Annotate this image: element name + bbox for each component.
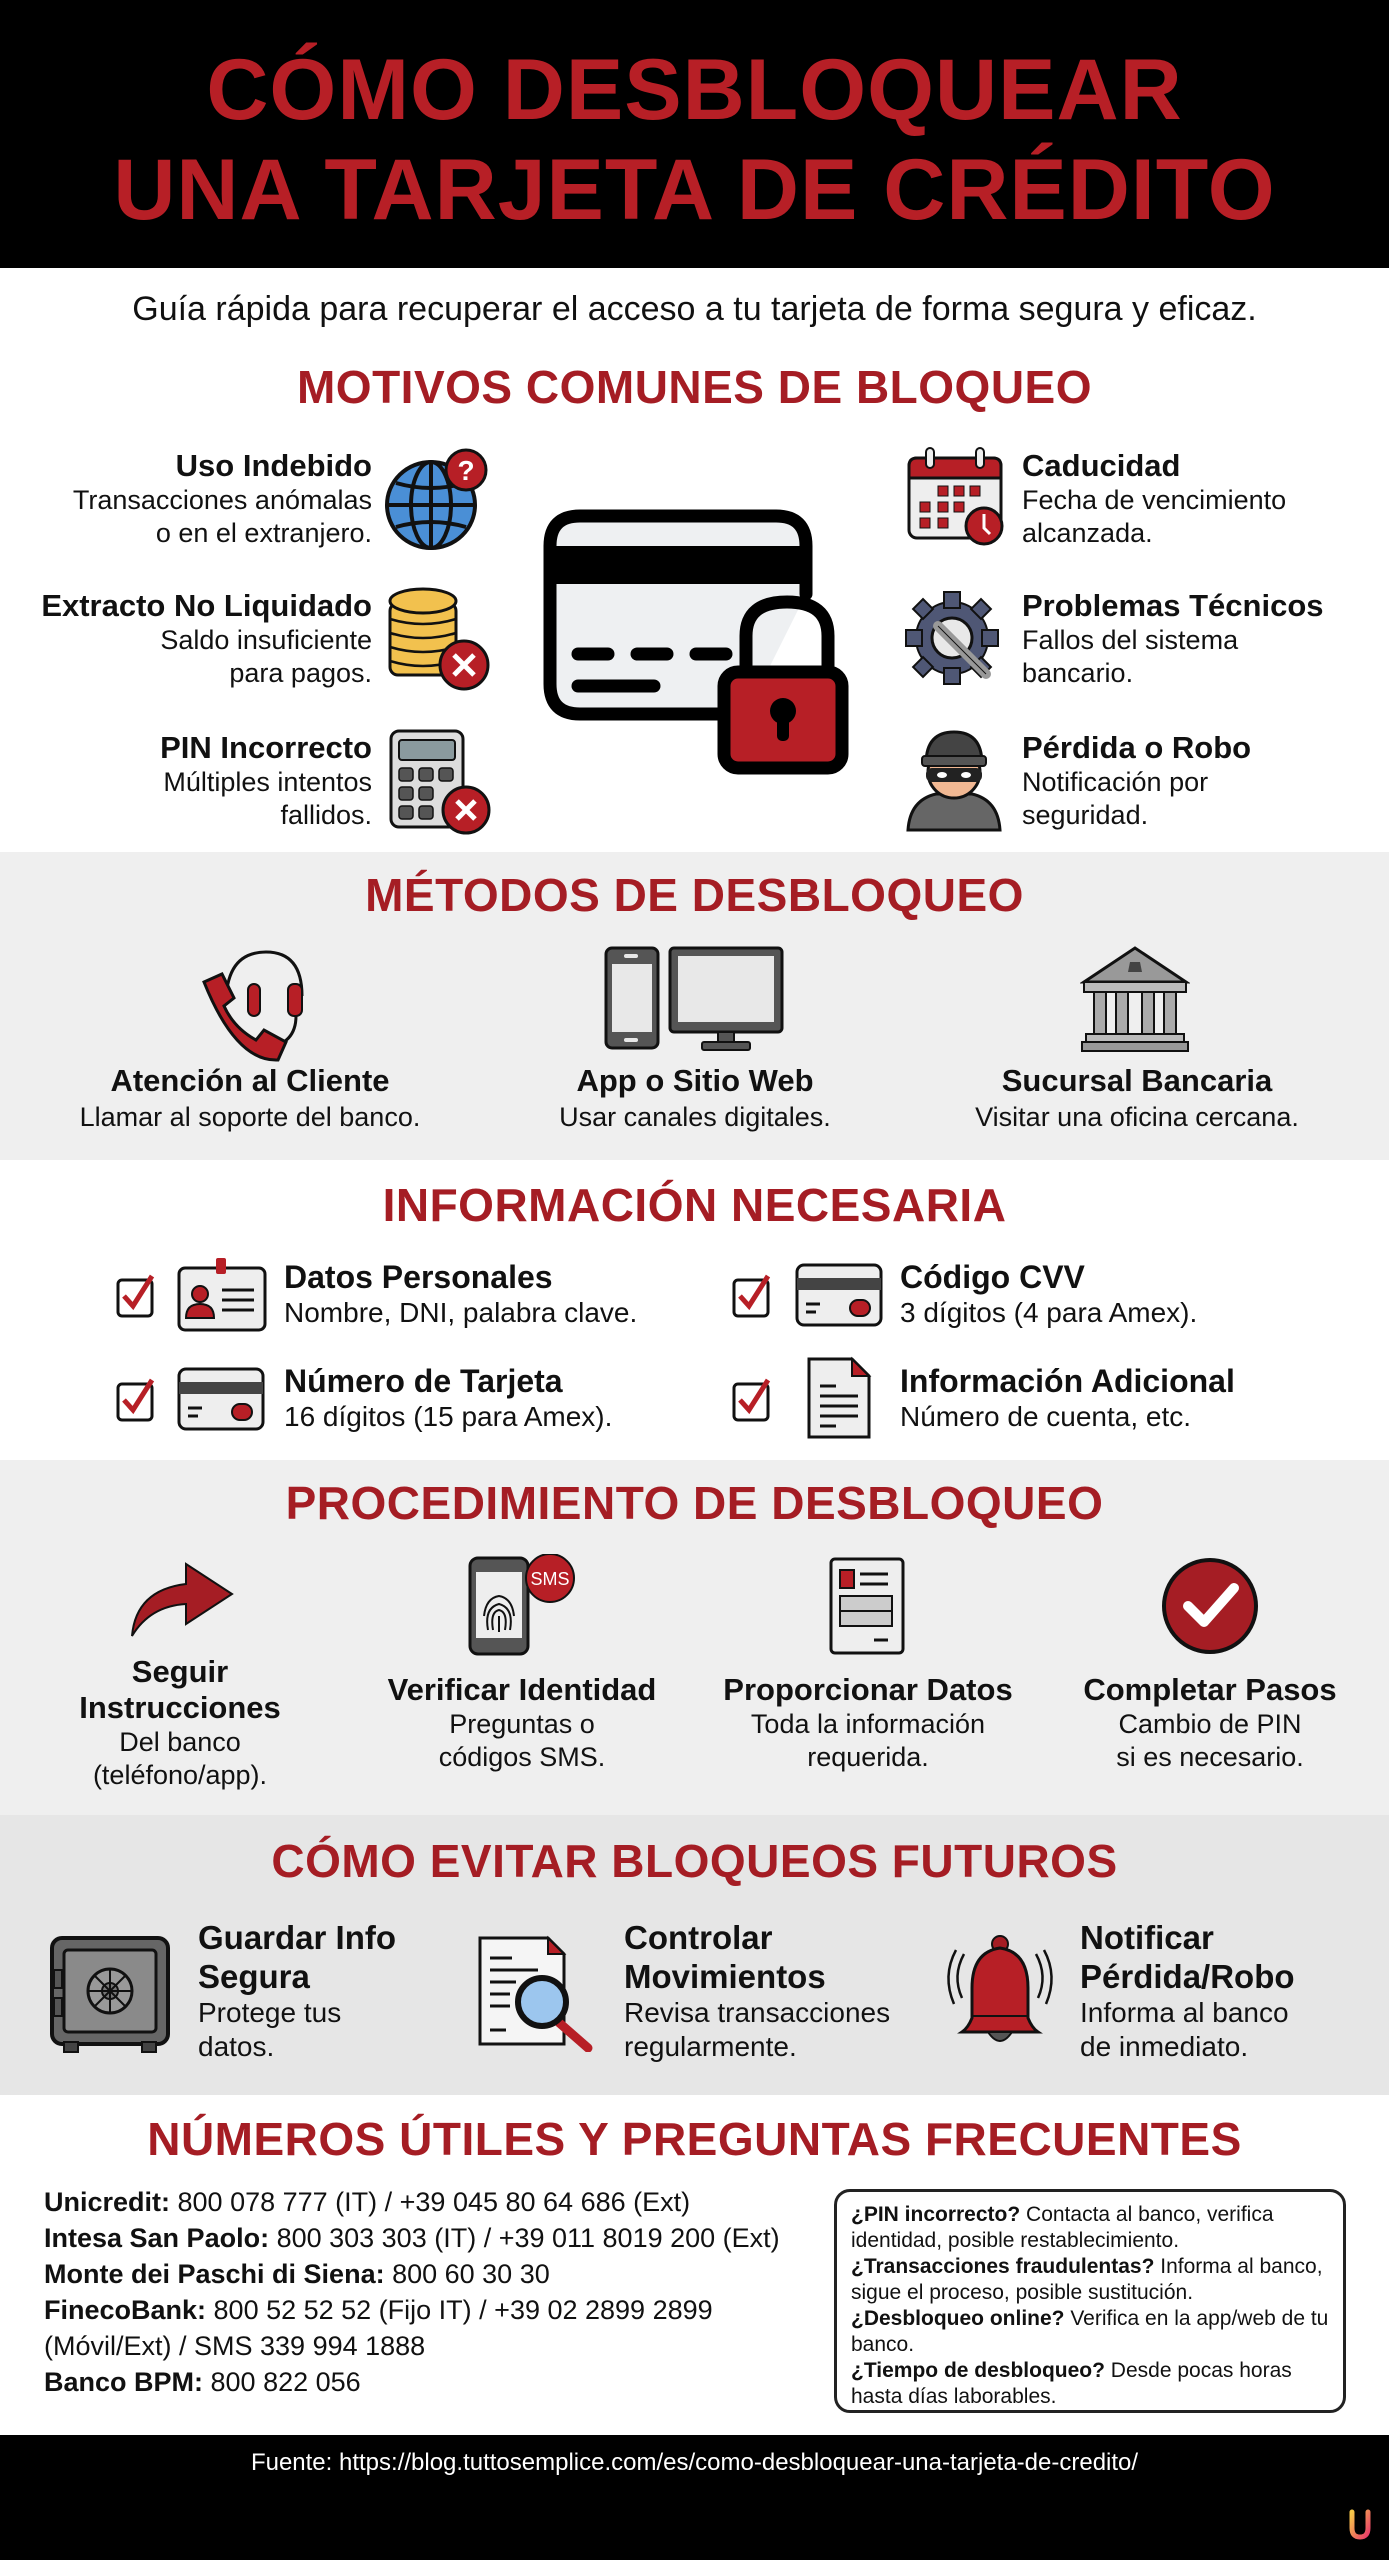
paso-title: Verificar Identidad [387, 1672, 657, 1707]
phone-row-bpm [44, 2364, 824, 2400]
motivo-title: Caducidad [1022, 448, 1181, 483]
phone-headset-icon [196, 944, 306, 1064]
evitar-controlar-movimientos [624, 1918, 890, 2064]
paso-proporcionar-datos [708, 1672, 1028, 1774]
gear-wrench-icon [904, 588, 1004, 688]
phone-number[interactable]: 800 52 52 52 (Fijo IT) / +39 02 2899 2899 (Móvil/Ext) / SMS 339 994 1888 [44, 2295, 713, 2361]
section-title-procedimiento: PROCEDIMIENTO DE DESBLOQUEO [285, 1477, 1104, 1529]
info-title: Código CVV [900, 1259, 1085, 1295]
evitar-desc: Protege tus [198, 1997, 342, 2028]
motivo-uso-indebido [0, 448, 372, 550]
header-banner [0, 0, 1389, 268]
info-desc: 3 dígitos (4 para Amex). [900, 1297, 1198, 1328]
bank-name: Intesa San Paolo: [44, 2223, 270, 2253]
section-title-informacion: INFORMACIÓN NECESARIA [382, 1179, 1007, 1231]
id-badge-icon [176, 1256, 268, 1332]
thief-icon [906, 728, 1002, 832]
section-title-numeros: NÚMEROS ÚTILES Y PREGUNTAS FRECUENTES [147, 2113, 1242, 2165]
phone-number[interactable]: 800 303 303 (IT) / +39 011 8019 200 (Ext) [269, 2223, 780, 2253]
evitar-desc: datos. [198, 2031, 275, 2062]
metodo-atencion-cliente [30, 1062, 470, 1134]
motivo-pin [0, 730, 372, 832]
evitar-title: Controlar [624, 1919, 773, 1956]
bank-name: FinecoBank: [44, 2295, 207, 2325]
motivo-desc: Saldo insuficiente [160, 625, 372, 655]
evitar-notificar-perdida [1080, 1918, 1295, 2064]
motivo-desc: Transacciones anómalas [72, 485, 372, 515]
sms-badge: SMS [530, 1569, 570, 1589]
metodo-title: App o Sitio Web [576, 1063, 814, 1098]
checkbox-checked-icon [116, 1272, 158, 1318]
bank-building-icon [1080, 944, 1190, 1054]
motivo-title: PIN Incorrecto [160, 730, 372, 765]
page-title-line1: CÓMO DESBLOQUEAR [206, 42, 1183, 138]
card-icon [176, 1366, 266, 1432]
phone-monitor-icon [602, 944, 788, 1054]
info-title: Número de Tarjeta [284, 1363, 563, 1399]
motivo-problemas-tecnicos [1022, 588, 1389, 690]
faq-item [851, 2306, 1329, 2358]
globe-question-icon [384, 448, 494, 553]
checkbox-checked-icon [732, 1376, 774, 1422]
faq-item [851, 2254, 1329, 2306]
source-link[interactable]: Fuente: https://blog.tuttosemplice.com/es/como-desbloquear-una-tarjeta-de-credito/ [250, 2449, 1139, 2476]
evitar-title: Notificar [1080, 1919, 1214, 1956]
info-numero-tarjeta [284, 1362, 612, 1434]
check-circle-icon [1160, 1556, 1260, 1656]
motivo-desc: Fecha de vencimiento [1022, 485, 1287, 515]
page-title-line2: UNA TARJETA DE CRÉDITO [113, 142, 1276, 238]
paso-title: Instrucciones [79, 1690, 281, 1725]
phone-row-intesa [44, 2220, 824, 2256]
section-title-evitar: CÓMO EVITAR BLOQUEOS FUTUROS [271, 1835, 1118, 1887]
svg-text:?: ? [457, 455, 475, 486]
section-title-motivos: MOTIVOS COMUNES DE BLOQUEO [296, 361, 1093, 413]
faq-question: ¿Tiempo de desbloqueo? [851, 2359, 1105, 2382]
metodo-desc: Llamar al soporte del banco. [79, 1102, 421, 1132]
document-icon [806, 1356, 872, 1440]
info-adicional [900, 1362, 1235, 1434]
motivo-desc: seguridad. [1022, 800, 1149, 830]
phone-fingerprint-sms-icon [466, 1554, 582, 1658]
info-desc: 16 dígitos (15 para Amex). [284, 1401, 613, 1432]
faq-item [851, 2202, 1329, 2254]
metodo-title: Sucursal Bancaria [1001, 1063, 1273, 1098]
paso-title: Seguir [131, 1654, 229, 1689]
paso-seguir-instrucciones [20, 1654, 340, 1792]
motivo-title: Extracto No Liquidado [41, 588, 372, 623]
arrow-forward-icon [128, 1560, 238, 1640]
footer [0, 2435, 1389, 2560]
phone-row-fineco [44, 2292, 784, 2364]
paso-verificar-identidad [362, 1672, 682, 1774]
evitar-desc: Revisa transacciones [624, 1997, 891, 2028]
document-magnifier-icon [476, 1934, 600, 2052]
faq-question: ¿Transacciones fraudulentas? [851, 2255, 1155, 2278]
faq-box [834, 2189, 1346, 2413]
evitar-title: Movimientos [624, 1958, 826, 1995]
form-document-icon [828, 1556, 906, 1656]
bank-name: Banco BPM: [44, 2367, 204, 2397]
motivo-perdida-robo [1022, 730, 1389, 832]
evitar-desc: Informa al banco [1080, 1997, 1289, 2028]
paso-desc: requerida. [807, 1742, 929, 1772]
evitar-title: Pérdida/Robo [1080, 1958, 1295, 1995]
evitar-desc: regularmente. [624, 2031, 797, 2062]
motivo-desc: bancario. [1022, 658, 1134, 688]
info-title: Datos Personales [284, 1259, 553, 1295]
phone-number[interactable]: 800 60 30 30 [384, 2259, 550, 2289]
faq-answer: Informa al banco, sigue el proceso, posible sustitución. [851, 2255, 1323, 2304]
motivo-title: Pérdida o Robo [1022, 730, 1252, 765]
motivo-caducidad [1022, 448, 1389, 550]
motivo-desc: para pagos. [229, 658, 372, 688]
metodo-app-web [475, 1062, 915, 1134]
calendar-clock-icon [906, 446, 1006, 546]
faq-answer: Verifica en la app/web de tu banco. [851, 2307, 1329, 2356]
faq-answer: Desde pocas horas hasta días laborables. [851, 2359, 1292, 2408]
paso-desc: (teléfono/app). [92, 1760, 268, 1790]
locked-card-icon [540, 506, 850, 776]
motivo-title: Uso Indebido [175, 448, 372, 483]
faq-item [851, 2358, 1329, 2410]
bank-name: Monte dei Paschi di Siena: [44, 2259, 385, 2289]
phone-row-unicredit [44, 2184, 824, 2220]
motivo-desc: fallidos. [280, 800, 372, 830]
brand-logo-icon [1349, 2508, 1371, 2540]
paso-desc: si es necesario. [1116, 1742, 1304, 1772]
metodo-desc: Usar canales digitales. [559, 1102, 831, 1132]
bank-name: Unicredit: [44, 2187, 171, 2217]
paso-desc: Preguntas o [449, 1709, 595, 1739]
metodo-sucursal [917, 1062, 1357, 1134]
paso-desc: Del banco [119, 1727, 241, 1757]
alarm-bell-icon [938, 1932, 1062, 2056]
phone-list [44, 2184, 824, 2400]
section-title-metodos: MÉTODOS DE DESBLOQUEO [365, 869, 1024, 921]
info-datos-personales [284, 1258, 637, 1330]
info-codigo-cvv [900, 1258, 1197, 1330]
paso-desc: Cambio de PIN [1118, 1709, 1302, 1739]
checkbox-checked-icon [732, 1272, 774, 1318]
subtitle: Guía rápida para recuperar el acceso a tu tarjeta de forma segura y eficaz. [132, 290, 1257, 328]
motivo-desc: Fallos del sistema [1022, 625, 1239, 655]
motivo-desc: o en el extranjero. [155, 518, 372, 548]
phone-number[interactable]: 800 822 056 [203, 2367, 361, 2397]
calculator-x-icon [388, 728, 492, 836]
info-title: Información Adicional [900, 1363, 1235, 1399]
motivo-title: Problemas Técnicos [1022, 588, 1324, 623]
faq-answer: Contacta al banco, verifica identidad, posible restablecimiento. [851, 2203, 1274, 2252]
paso-title: Completar Pasos [1083, 1672, 1337, 1707]
evitar-title: Segura [198, 1958, 310, 1995]
motivo-desc: Notificación por [1022, 767, 1209, 797]
evitar-guardar-info [198, 1918, 396, 2064]
info-desc: Número de cuenta, etc. [900, 1401, 1192, 1432]
paso-completar-pasos [1050, 1672, 1370, 1774]
motivo-extracto [0, 588, 372, 690]
paso-title: Proporcionar Datos [723, 1672, 1013, 1707]
info-desc: Nombre, DNI, palabra clave. [284, 1297, 638, 1328]
phone-row-mps [44, 2256, 824, 2292]
metodo-title: Atención al Cliente [110, 1063, 390, 1098]
phone-number[interactable]: 800 078 777 (IT) / +39 045 80 64 686 (Ext) [170, 2187, 691, 2217]
checkbox-checked-icon [116, 1376, 158, 1422]
metodo-desc: Visitar una oficina cercana. [975, 1102, 1299, 1132]
coins-x-icon [386, 585, 492, 695]
paso-desc: códigos SMS. [438, 1742, 606, 1772]
paso-desc: Toda la información [750, 1709, 986, 1739]
faq-question: ¿Desbloqueo online? [851, 2307, 1065, 2330]
card-icon [794, 1262, 884, 1328]
evitar-title: Guardar Info [198, 1919, 397, 1956]
faq-question: ¿PIN incorrecto? [851, 2203, 1021, 2226]
evitar-desc: de inmediato. [1080, 2031, 1249, 2062]
safe-icon [48, 1934, 172, 2054]
motivo-desc: Múltiples intentos [163, 767, 372, 797]
motivo-desc: alcanzada. [1022, 518, 1153, 548]
